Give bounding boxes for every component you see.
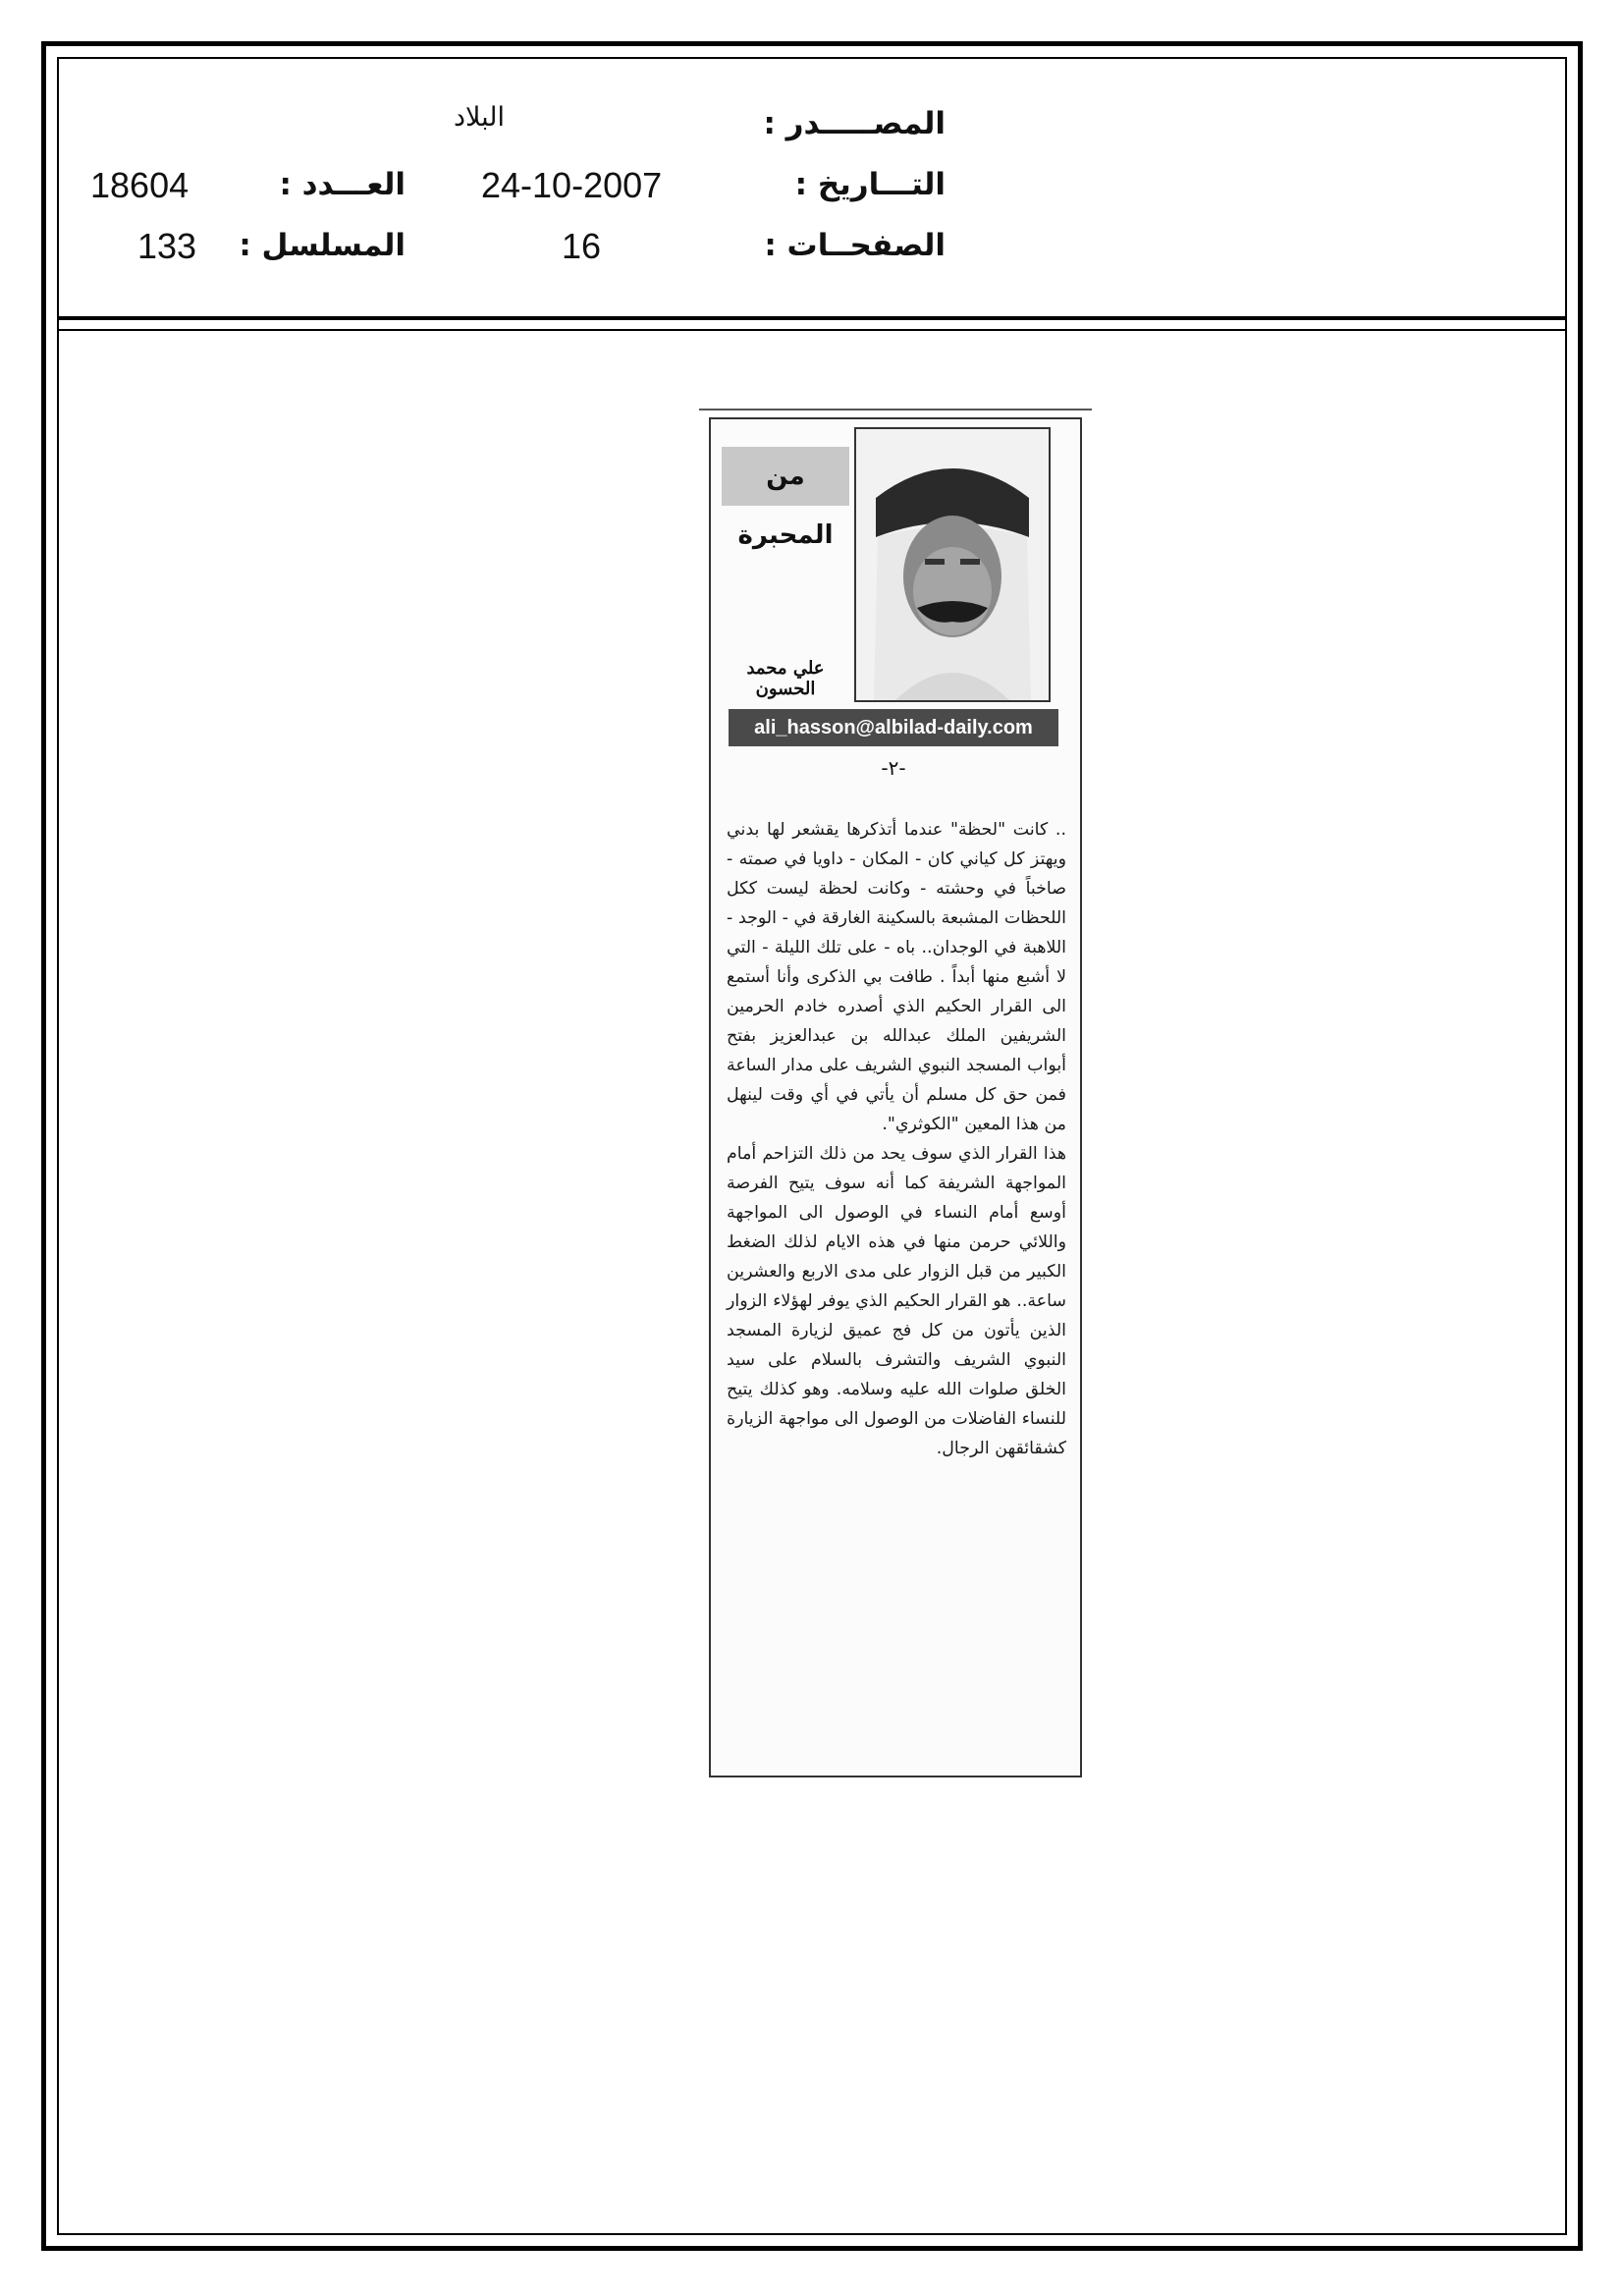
article-paragraph: هذا القرار الذي سوف يحد من ذلك التزاحم أمام المواجهة الشريفة كما أنه سوف يتيح الفرصة أوسع أمام النساء في الوصول الى المواجهة واللائي حرمن منها في هذه الايام لذلك الضغط الكبير من قبل الزوار على مدى الاربع والعشرين ساعة.. هو القرار الحكيم الذي يوفر لهؤلاء الزوار الذين يأتون من كل فج عميق لزيارة المسجد النبوي الشريف والتشرف بالسلام على سيد الخلق صلوات الله عليه وسلامه. وهو كذلك يتيح للنساء الفاضلات من الوصول الى مواجهة الزيارة كشقائقهن الرجال. <box>727 1144 1066 1458</box>
serial-label: المسلسل : <box>239 228 406 263</box>
serial-value: 133 <box>137 226 197 266</box>
author-photo <box>854 427 1051 702</box>
article-paragraph: .. كانت "لحظة" عندما أتذكرها يقشعر لها بدني ويهتز كل كياني كان - المكان - داويا في صمته - صاخباً في وحشته - وكانت لحظة ليست ككل اللحظات المشبعة بالسكينة الغارقة في - الوجد - اللاهبة في الوجدان.. باه - على تلك الليلة - التي لا أشبع منها أبداً . طافت بي الذكرى وأنا أستمع الى القرار الحكيم الذي أصدره خادم الحرمين الشريفين الملك عبدالله بن عبدالعزيز بفتح أبواب المسجد النبوي الشريف على مدار الساعة فمن حق كل مسلم أن يأتي في أي وقت لينهل من هذا المعين "الكوثري". <box>727 820 1066 1134</box>
source-value: البلاد <box>454 102 506 133</box>
part-number: -٢- <box>881 756 906 780</box>
source-label: المصـــــدر : <box>763 106 946 141</box>
header-divider <box>57 316 1567 320</box>
issue-label: العـــدد : <box>279 167 406 202</box>
article-body <box>727 815 1066 1463</box>
pages-label: الصفحــات : <box>764 228 946 263</box>
issue-value: 18604 <box>90 165 189 205</box>
portrait-image <box>856 429 1049 700</box>
pages-value: 16 <box>562 226 602 266</box>
author-email: ali_hasson@albilad-daily.com <box>729 709 1058 746</box>
date-value: 24-10-2007 <box>481 165 663 205</box>
column-title: من المحبرة <box>722 447 849 506</box>
clipping-top-rule <box>699 409 1092 410</box>
date-label: التـــاريخ : <box>794 167 946 202</box>
header-divider-thin <box>57 329 1567 331</box>
author-name: علي محمد الحسون <box>746 658 825 699</box>
